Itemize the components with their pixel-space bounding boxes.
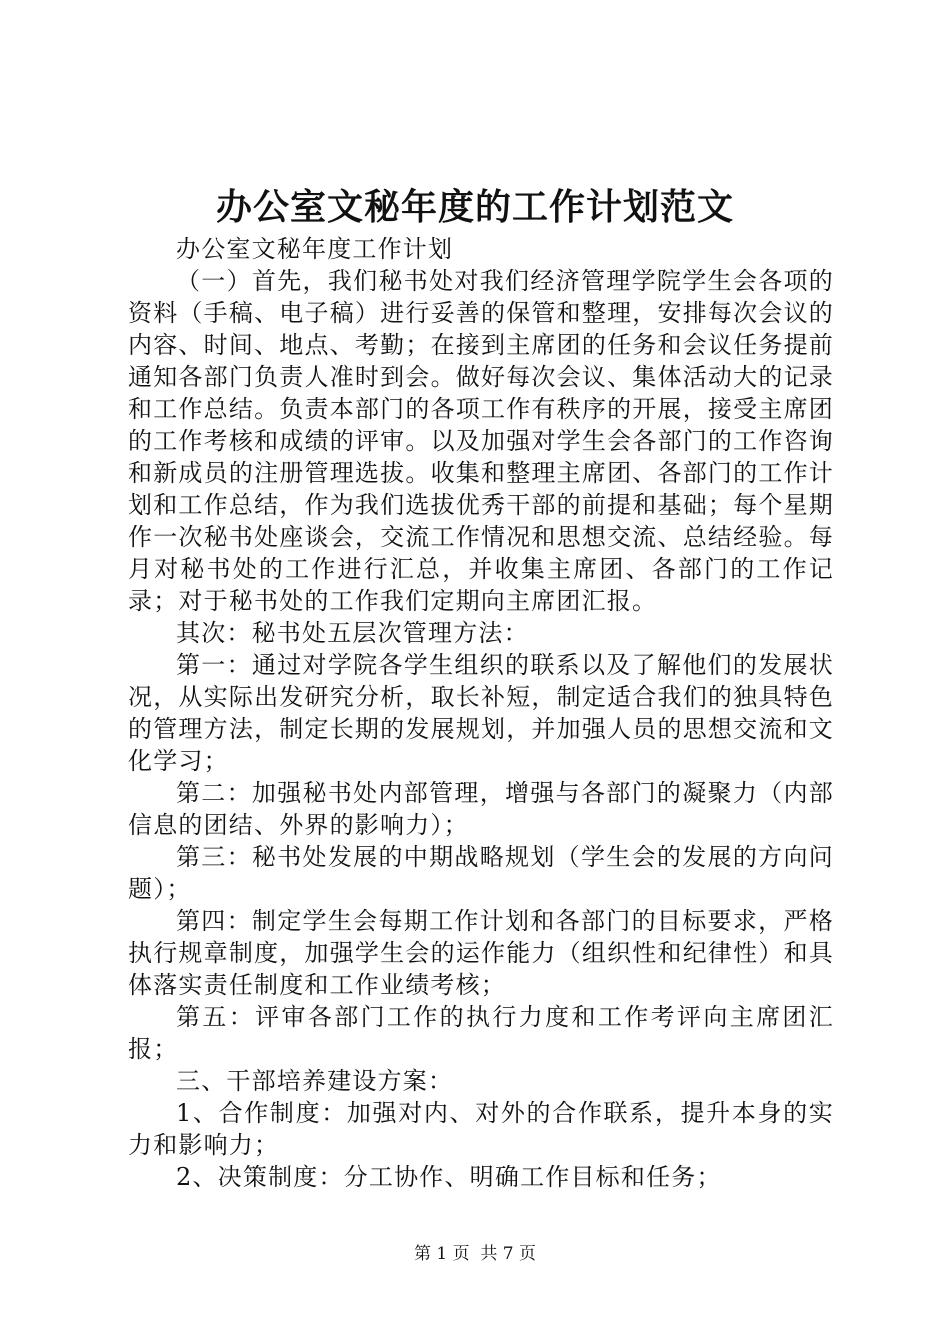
paragraph: 第五：评审各部门工作的执行力度和工作考评向主席团汇报； xyxy=(128,1003,834,1063)
paragraph: 第四：制定学生会每期工作计划和各部门的目标要求，严格执行规章制度，加强学生会的运作能力（组织性和纪律性）和具体落实责任制度和工作业绩考核； xyxy=(128,907,834,999)
page-number-label: 第 1 页 共 7 页 xyxy=(413,1244,537,1264)
paragraph: （一）首先，我们秘书处对我们经济管理学院学生会各项的资料（手稿、电子稿）进行妥善的保管和整理，安排每次会议的内容、时间、地点、考勤；在接到主席团的任务和会议任务提前通知各部门负责人准时到会。做好每次会议、集体活动大的记录和工作总结。负责本部门的各项工作有秩序的开展，接受主席团的工作考核和成绩的评审。以及加强对学生会各部门的工作咨询和新成员的注册管理选拔。收集和整理主席团、各部门的工作计划和工作总结，作为我们选拔优秀干部的前提和基础；每个星期作一次秘书处座谈会，交流工作情况和思想交流、总结经验。每月对秘书处的工作进行汇总，并收集主席团、各部门的工作记录；对于秘书处的工作我们定期向主席团汇报。 xyxy=(128,267,834,615)
document-body xyxy=(128,233,834,1193)
paragraph: 第三：秘书处发展的中期战略规划（学生会的发展的方向问题）； xyxy=(128,843,834,903)
document-title: 办公室文秘年度的工作计划范文 xyxy=(215,186,734,228)
paragraph: 三、干部培养建设方案： xyxy=(176,1067,454,1095)
paragraph: 第一：通过对学院各学生组织的联系以及了解他们的发展状况，从实际出发研究分析，取长补短，制定适合我们的独具特色的管理方法，制定长期的发展规划，并加强人员的思想交流和文化学习； xyxy=(128,651,834,775)
paragraph: 1、合作制度：加强对内、对外的合作联系，提升本身的实力和影响力； xyxy=(128,1099,834,1159)
paragraph: 第二：加强秘书处内部管理，增强与各部门的凝聚力（内部信息的团结、外界的影响力）； xyxy=(128,779,834,839)
page-footer xyxy=(0,1242,950,1266)
paragraph-subtitle: 办公室文秘年度工作计划 xyxy=(176,235,454,263)
paragraph: 其次：秘书处五层次管理方法： xyxy=(176,619,529,647)
paragraph: 2、决策制度：分工协作、明确工作目标和任务； xyxy=(176,1163,722,1191)
